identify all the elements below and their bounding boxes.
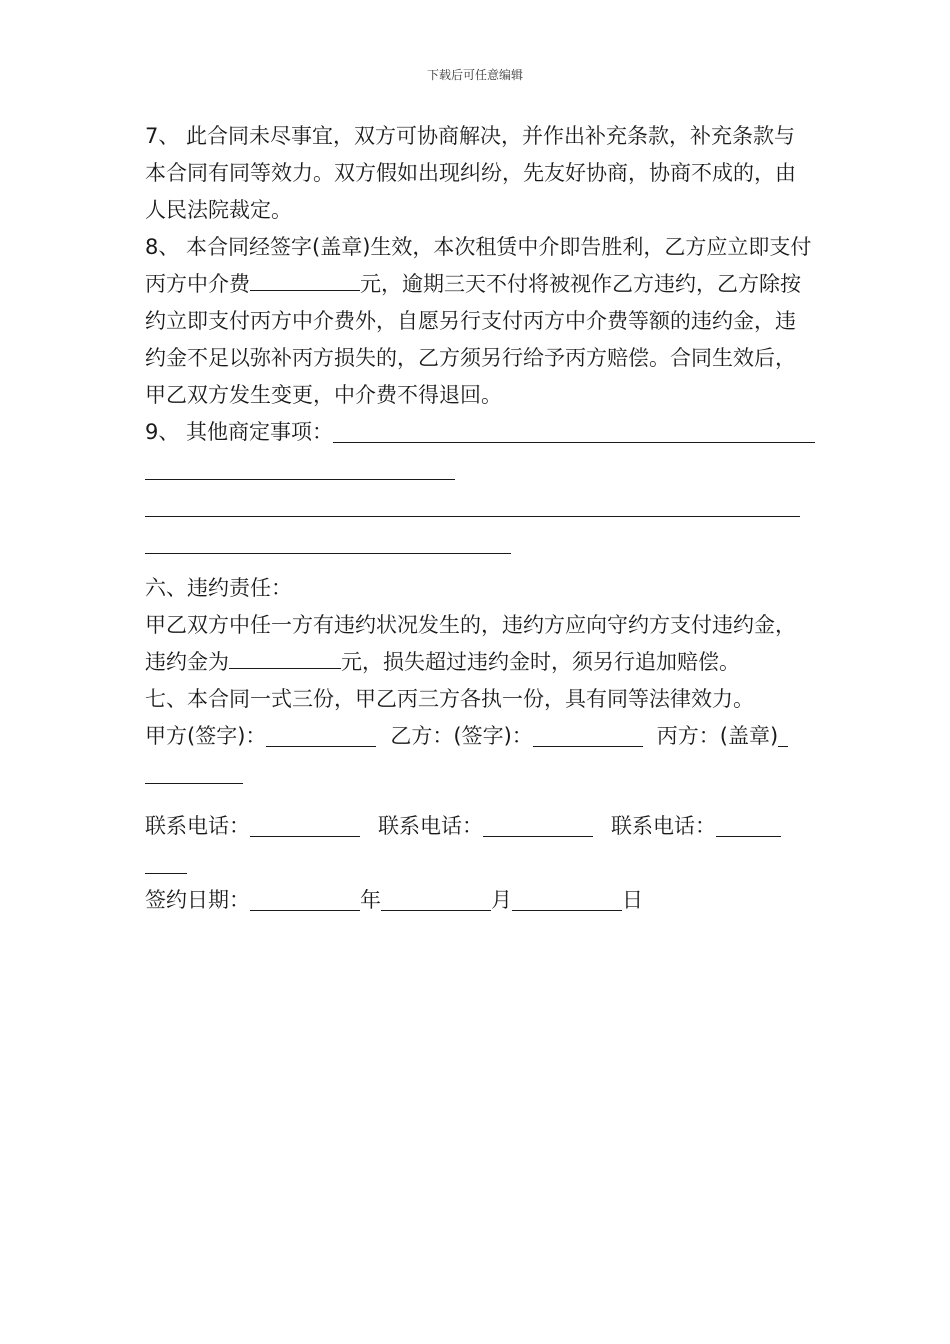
clause-9-line: [145, 414, 815, 451]
other-terms-blank-4[interactable]: [145, 531, 511, 554]
phone-c-continuation: [145, 845, 815, 882]
phone-b-blank[interactable]: [483, 814, 593, 837]
party-b-label: 乙方：(签字)：: [390, 724, 533, 748]
party-c-blank-2[interactable]: [145, 761, 243, 784]
other-terms-line-4: [145, 525, 815, 562]
section-6-text: [145, 607, 815, 681]
date-line: [145, 882, 815, 919]
contract-body: [145, 118, 815, 919]
party-c-continuation: [145, 755, 815, 792]
section-6-text-2: 元，损失超过违约金时，须另行追加赔偿。: [341, 650, 740, 674]
section-6-text-1: 甲乙双方中任一方有违约状况发生的，违约方应向守约方支付违约金，违约金为: [145, 613, 796, 674]
clause-8-text-2: 元，逾期三天不付将被视作乙方违约，乙方除按约立即支付丙方中介费外，自愿另行支付丙方中介费等额的违约金，违约金不足以弥补丙方损失的，乙方须另行给予丙方赔偿。合同生效后，甲乙双方发生变更，中介费不得退回。: [145, 272, 801, 407]
year-blank[interactable]: [250, 888, 360, 911]
party-b-blank[interactable]: [533, 724, 643, 747]
other-terms-line-2: [145, 451, 815, 488]
month-blank[interactable]: [381, 888, 491, 911]
phone-a-label: 联系电话：: [145, 814, 250, 838]
other-terms-line-3: [145, 488, 815, 525]
clause-9-label: 9、 其他商定事项：: [145, 420, 334, 444]
agency-fee-blank[interactable]: [250, 269, 360, 291]
clause-8-text-1: 8、 本合同经签字(盖章)生效，本次租赁中介即告胜利，乙方应立即支付丙方中介费: [145, 235, 812, 296]
phone-b-label: 联系电话：: [378, 814, 483, 838]
other-terms-blank-2[interactable]: [145, 457, 455, 480]
penalty-amount-blank[interactable]: [229, 647, 341, 669]
day-label: 日: [622, 888, 643, 912]
party-a-blank[interactable]: [266, 724, 376, 747]
party-a-label: 甲方(签字)：: [145, 724, 267, 748]
phone-line: [145, 808, 815, 845]
month-label: 月: [491, 888, 512, 912]
phone-c-blank-2[interactable]: [145, 851, 187, 874]
page-header: 下载后可任意编辑: [426, 68, 523, 82]
phone-c-blank-1[interactable]: [716, 814, 781, 837]
other-terms-blank-1[interactable]: [333, 420, 815, 443]
year-label: 年: [360, 888, 381, 912]
phone-c-label: 联系电话：: [611, 814, 716, 838]
day-blank[interactable]: [512, 888, 622, 911]
clause-7: 7、 此合同未尽事宜，双方可协商解决，并作出补充条款，补充条款与本合同有同等效力。双方假如出现纠纷，先友好协商，协商不成的，由人民法院裁定。: [145, 124, 796, 222]
signature-line: [145, 718, 815, 755]
phone-a-blank[interactable]: [250, 814, 360, 837]
other-terms-blank-3[interactable]: [145, 494, 800, 517]
section-7-text: 七、本合同一式三份，甲乙丙三方各执一份，具有同等法律效力。: [145, 687, 754, 711]
clause-8: [145, 229, 815, 414]
party-c-blank-1[interactable]: [778, 724, 788, 747]
party-c-label: 丙方：(盖章): [656, 724, 779, 748]
date-label: 签约日期：: [145, 888, 250, 912]
section-6-heading: 六、违约责任：: [145, 576, 292, 600]
